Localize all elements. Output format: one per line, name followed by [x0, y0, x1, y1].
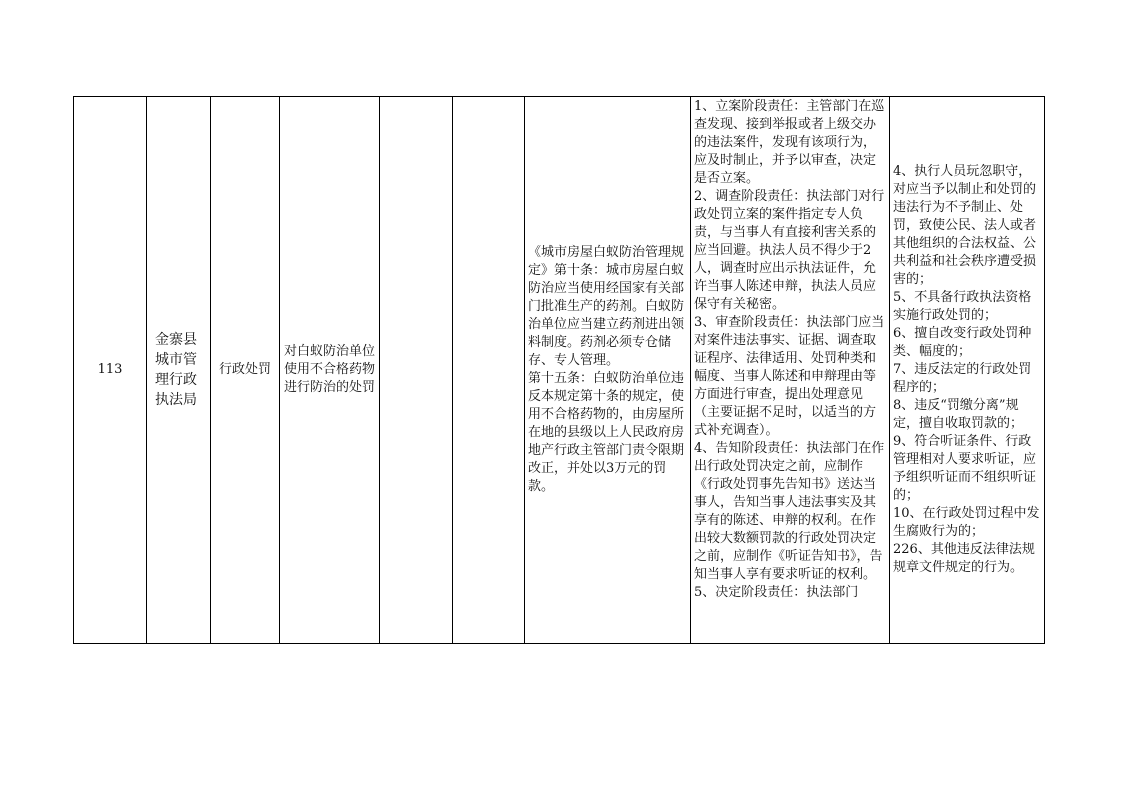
col-department: [147, 97, 211, 643]
col-number: [74, 97, 147, 643]
col-blank: [453, 97, 525, 643]
col-basis: [525, 97, 691, 643]
department-name: 金寨县城市管理行政执法局: [155, 332, 197, 408]
col-category: [211, 97, 280, 643]
col-responsibility: [691, 97, 890, 643]
power-category: 行政处罚: [218, 362, 271, 377]
accountability-items: 4、执行人员玩忽职守，对应当予以制止和处罚的违法行为不予制止、处罚，致使公民、法人或者其他组织的合法权益、公共利益和社会秩序遭受损害的； 5、不具备行政执法资格实施行政处罚的； 6、擅自改变行政处罚种类、幅度的； 7、违反法定的行政处罚程序的； 8、违反“罚缴分离”规定，擅自收取罚款的； 9、符合听证条件、行政管理相对人要求听证，应予组织听证而不组织听证的； 10、在行政处罚过程中发生腐败行为的； 226、其他违反法律法规规章文件规定的行为。: [893, 164, 1040, 575]
col-item-name: [280, 97, 380, 643]
item-name: 对白蚁防治单位使用不合格药物进行防治的处罚: [284, 344, 376, 395]
responsibility-items: 1、立案阶段责任：主管部门在巡查发现、接到举报或者上级交办的违法案件，发现有该项行为，应及时制止，并予以审查，决定是否立案。 2、调查阶段责任：执法部门对行政处罚立案的案件指定专人负责，与当事人有直接利害关系的应当回避。执法人员不得少于2人，调查时应出示执法证件，允许当事人陈述申辩，执法人员应保守有关秘密。 3、审查阶段责任：执法部门应当对案件违法事实、证据、调查取证程序、法律适用、处罚种类和幅度、当事人陈述和申辩理由等方面进行审查，提出处理意见（主要证据不足时，以适当的方式补充调查）。 4、告知阶段责任：执法部门在作出行政处罚决定之前，应制作《行政处罚事先告知书》送达当事人，告知当事人违法事实及其享有的陈述、申辩的权利。在作出较大数额罚款的行政处罚决定之前，应制作《听证告知书》，告知当事人享有要求听证的权利。 5、决定阶段责任：执法部门: [694, 99, 885, 600]
col-sub-item: [380, 97, 453, 643]
col-accountability: [890, 97, 1044, 643]
legal-basis: 《城市房屋白蚁防治管理规定》第十条：城市房屋白蚁防治应当使用经国家有关部门批准生产的药剂。白蚁防治单位应当建立药剂进出领料制度。药剂必须专仓储存、专人管理。 第十五条：白蚁防治单位违反本规定第十条的规定，使用不合格药物的，由房屋所在地的县级以上人民政府房地产行政主管部门责令限期改正，并处以3万元的罚款。: [528, 245, 685, 494]
power-list-table: [73, 96, 1045, 644]
row-number: 113: [97, 362, 123, 377]
